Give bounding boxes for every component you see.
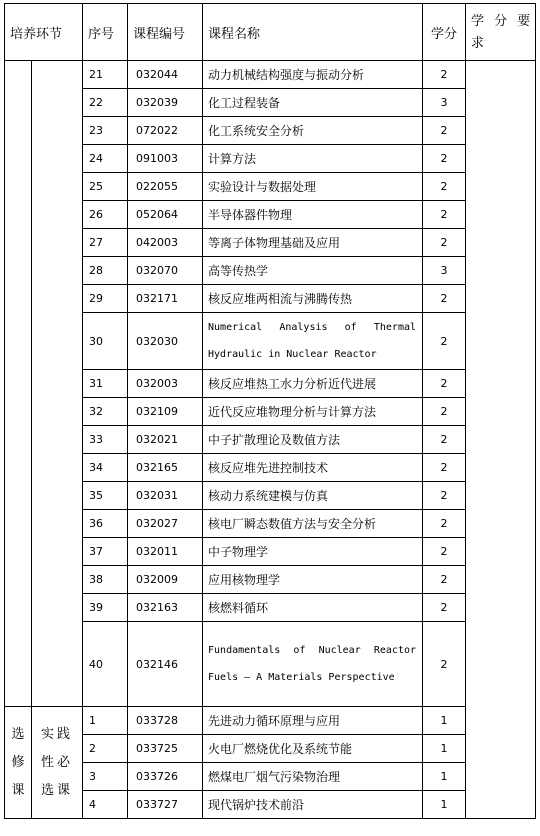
row-seq: 37 bbox=[83, 538, 128, 566]
table-row bbox=[5, 791, 536, 819]
row-credit: 1 bbox=[423, 791, 466, 819]
row-name: 核反应堆热工水力分析近代进展 bbox=[203, 370, 423, 398]
row-code: 032031 bbox=[128, 482, 203, 510]
stage-inner-cell bbox=[32, 61, 83, 707]
row-seq: 33 bbox=[83, 426, 128, 454]
row-seq: 26 bbox=[83, 201, 128, 229]
row-name: 化工系统安全分析 bbox=[203, 117, 423, 145]
row-name: 中子物理学 bbox=[203, 538, 423, 566]
table-row bbox=[5, 735, 536, 763]
row-code: 072022 bbox=[128, 117, 203, 145]
row-seq: 40 bbox=[83, 622, 128, 707]
row-code: 091003 bbox=[128, 145, 203, 173]
table-row bbox=[5, 763, 536, 791]
row-credit: 1 bbox=[423, 763, 466, 791]
table-row bbox=[5, 173, 536, 201]
row-seq: 2 bbox=[83, 735, 128, 763]
table-row bbox=[5, 145, 536, 173]
row-name: 中子扩散理论及数值方法 bbox=[203, 426, 423, 454]
header-seq: 序号 bbox=[83, 4, 128, 61]
row-credit: 2 bbox=[423, 426, 466, 454]
row-name: 实验设计与数据处理 bbox=[203, 173, 423, 201]
row-name: 化工过程装备 bbox=[203, 89, 423, 117]
table-row bbox=[5, 285, 536, 313]
row-credit: 2 bbox=[423, 145, 466, 173]
table-row bbox=[5, 398, 536, 426]
course-table bbox=[4, 3, 536, 819]
elective-outer-label bbox=[5, 707, 32, 819]
row-name: 应用核物理学 bbox=[203, 566, 423, 594]
header-row bbox=[5, 4, 536, 61]
header-name: 课程名称 bbox=[203, 4, 423, 61]
table-row bbox=[5, 257, 536, 285]
header-stage: 培养环节 bbox=[5, 4, 83, 61]
table-row bbox=[5, 538, 536, 566]
row-code: 032039 bbox=[128, 89, 203, 117]
table-row bbox=[5, 201, 536, 229]
row-name: 现代锅炉技术前沿 bbox=[203, 791, 423, 819]
row-code: 032003 bbox=[128, 370, 203, 398]
row-code: 033728 bbox=[128, 707, 203, 735]
elective-inner-label bbox=[32, 707, 83, 819]
table-row bbox=[5, 426, 536, 454]
row-name: 半导体器件物理 bbox=[203, 201, 423, 229]
table-row bbox=[5, 622, 536, 707]
row-code: 032021 bbox=[128, 426, 203, 454]
row-seq: 25 bbox=[83, 173, 128, 201]
table-row bbox=[5, 707, 536, 735]
table-row bbox=[5, 313, 536, 370]
row-seq: 32 bbox=[83, 398, 128, 426]
row-seq: 29 bbox=[83, 285, 128, 313]
row-name: 核反应堆先进控制技术 bbox=[203, 454, 423, 482]
table-row bbox=[5, 454, 536, 482]
row-credit: 2 bbox=[423, 201, 466, 229]
row-seq: 34 bbox=[83, 454, 128, 482]
requirement-cell bbox=[466, 61, 536, 819]
row-code: 022055 bbox=[128, 173, 203, 201]
row-seq: 36 bbox=[83, 510, 128, 538]
row-code: 033727 bbox=[128, 791, 203, 819]
row-code: 032171 bbox=[128, 285, 203, 313]
table-row bbox=[5, 482, 536, 510]
row-seq: 4 bbox=[83, 791, 128, 819]
row-seq: 1 bbox=[83, 707, 128, 735]
table-row bbox=[5, 566, 536, 594]
row-credit: 2 bbox=[423, 61, 466, 89]
row-name: 燃煤电厂烟气污染物治理 bbox=[203, 763, 423, 791]
row-seq: 3 bbox=[83, 763, 128, 791]
row-credit: 2 bbox=[423, 398, 466, 426]
row-name: 火电厂燃烧优化及系统节能 bbox=[203, 735, 423, 763]
row-name: 核反应堆两相流与沸腾传热 bbox=[203, 285, 423, 313]
header-code: 课程编号 bbox=[128, 4, 203, 61]
row-code: 032030 bbox=[128, 313, 203, 370]
row-seq: 23 bbox=[83, 117, 128, 145]
row-credit: 2 bbox=[423, 566, 466, 594]
table-row bbox=[5, 370, 536, 398]
elective-inner-text: 实践性必选课 bbox=[40, 726, 73, 798]
row-credit: 2 bbox=[423, 538, 466, 566]
row-seq: 39 bbox=[83, 594, 128, 622]
table-row bbox=[5, 89, 536, 117]
row-code: 033725 bbox=[128, 735, 203, 763]
header-requirement: 学 分 要 求 bbox=[466, 4, 536, 61]
row-code: 033726 bbox=[128, 763, 203, 791]
row-seq: 27 bbox=[83, 229, 128, 257]
row-seq: 28 bbox=[83, 257, 128, 285]
row-credit: 1 bbox=[423, 735, 466, 763]
elective-outer-text: 选修课 bbox=[11, 726, 25, 798]
row-credit: 3 bbox=[423, 89, 466, 117]
row-name: 核燃料循环 bbox=[203, 594, 423, 622]
row-name: 动力机械结构强度与振动分析 bbox=[203, 61, 423, 89]
row-code: 032070 bbox=[128, 257, 203, 285]
row-seq: 21 bbox=[83, 61, 128, 89]
row-code: 032163 bbox=[128, 594, 203, 622]
table-row bbox=[5, 117, 536, 145]
row-code: 032165 bbox=[128, 454, 203, 482]
table-row bbox=[5, 229, 536, 257]
row-code: 042003 bbox=[128, 229, 203, 257]
row-name: Fundamentals of Nuclear Reactor Fuels – A Materials Perspective bbox=[203, 622, 423, 707]
row-seq: 22 bbox=[83, 89, 128, 117]
row-name: 先进动力循环原理与应用 bbox=[203, 707, 423, 735]
row-credit: 2 bbox=[423, 510, 466, 538]
row-credit: 2 bbox=[423, 117, 466, 145]
stage-outer-cell bbox=[5, 61, 32, 707]
table-row bbox=[5, 61, 536, 89]
row-code: 032027 bbox=[128, 510, 203, 538]
row-name: 高等传热学 bbox=[203, 257, 423, 285]
row-credit: 1 bbox=[423, 707, 466, 735]
row-credit: 2 bbox=[423, 370, 466, 398]
row-credit: 2 bbox=[423, 285, 466, 313]
row-code: 052064 bbox=[128, 201, 203, 229]
row-seq: 24 bbox=[83, 145, 128, 173]
row-credit: 2 bbox=[423, 229, 466, 257]
header-credit: 学分 bbox=[423, 4, 466, 61]
row-name: 近代反应堆物理分析与计算方法 bbox=[203, 398, 423, 426]
row-code: 032109 bbox=[128, 398, 203, 426]
row-seq: 31 bbox=[83, 370, 128, 398]
row-name: 等离子体物理基础及应用 bbox=[203, 229, 423, 257]
row-credit: 2 bbox=[423, 173, 466, 201]
row-name: 计算方法 bbox=[203, 145, 423, 173]
row-credit: 2 bbox=[423, 454, 466, 482]
row-seq: 30 bbox=[83, 313, 128, 370]
row-code: 032011 bbox=[128, 538, 203, 566]
row-name: 核动力系统建模与仿真 bbox=[203, 482, 423, 510]
row-code: 032044 bbox=[128, 61, 203, 89]
row-name: 核电厂瞬态数值方法与安全分析 bbox=[203, 510, 423, 538]
row-seq: 38 bbox=[83, 566, 128, 594]
row-code: 032146 bbox=[128, 622, 203, 707]
row-code: 032009 bbox=[128, 566, 203, 594]
row-name: Numerical Analysis of Thermal Hydraulic in Nuclear Reactor bbox=[203, 313, 423, 370]
row-credit: 2 bbox=[423, 622, 466, 707]
row-credit: 2 bbox=[423, 594, 466, 622]
row-credit: 2 bbox=[423, 313, 466, 370]
row-seq: 35 bbox=[83, 482, 128, 510]
table-row bbox=[5, 594, 536, 622]
row-credit: 3 bbox=[423, 257, 466, 285]
table-row bbox=[5, 510, 536, 538]
row-credit: 2 bbox=[423, 482, 466, 510]
